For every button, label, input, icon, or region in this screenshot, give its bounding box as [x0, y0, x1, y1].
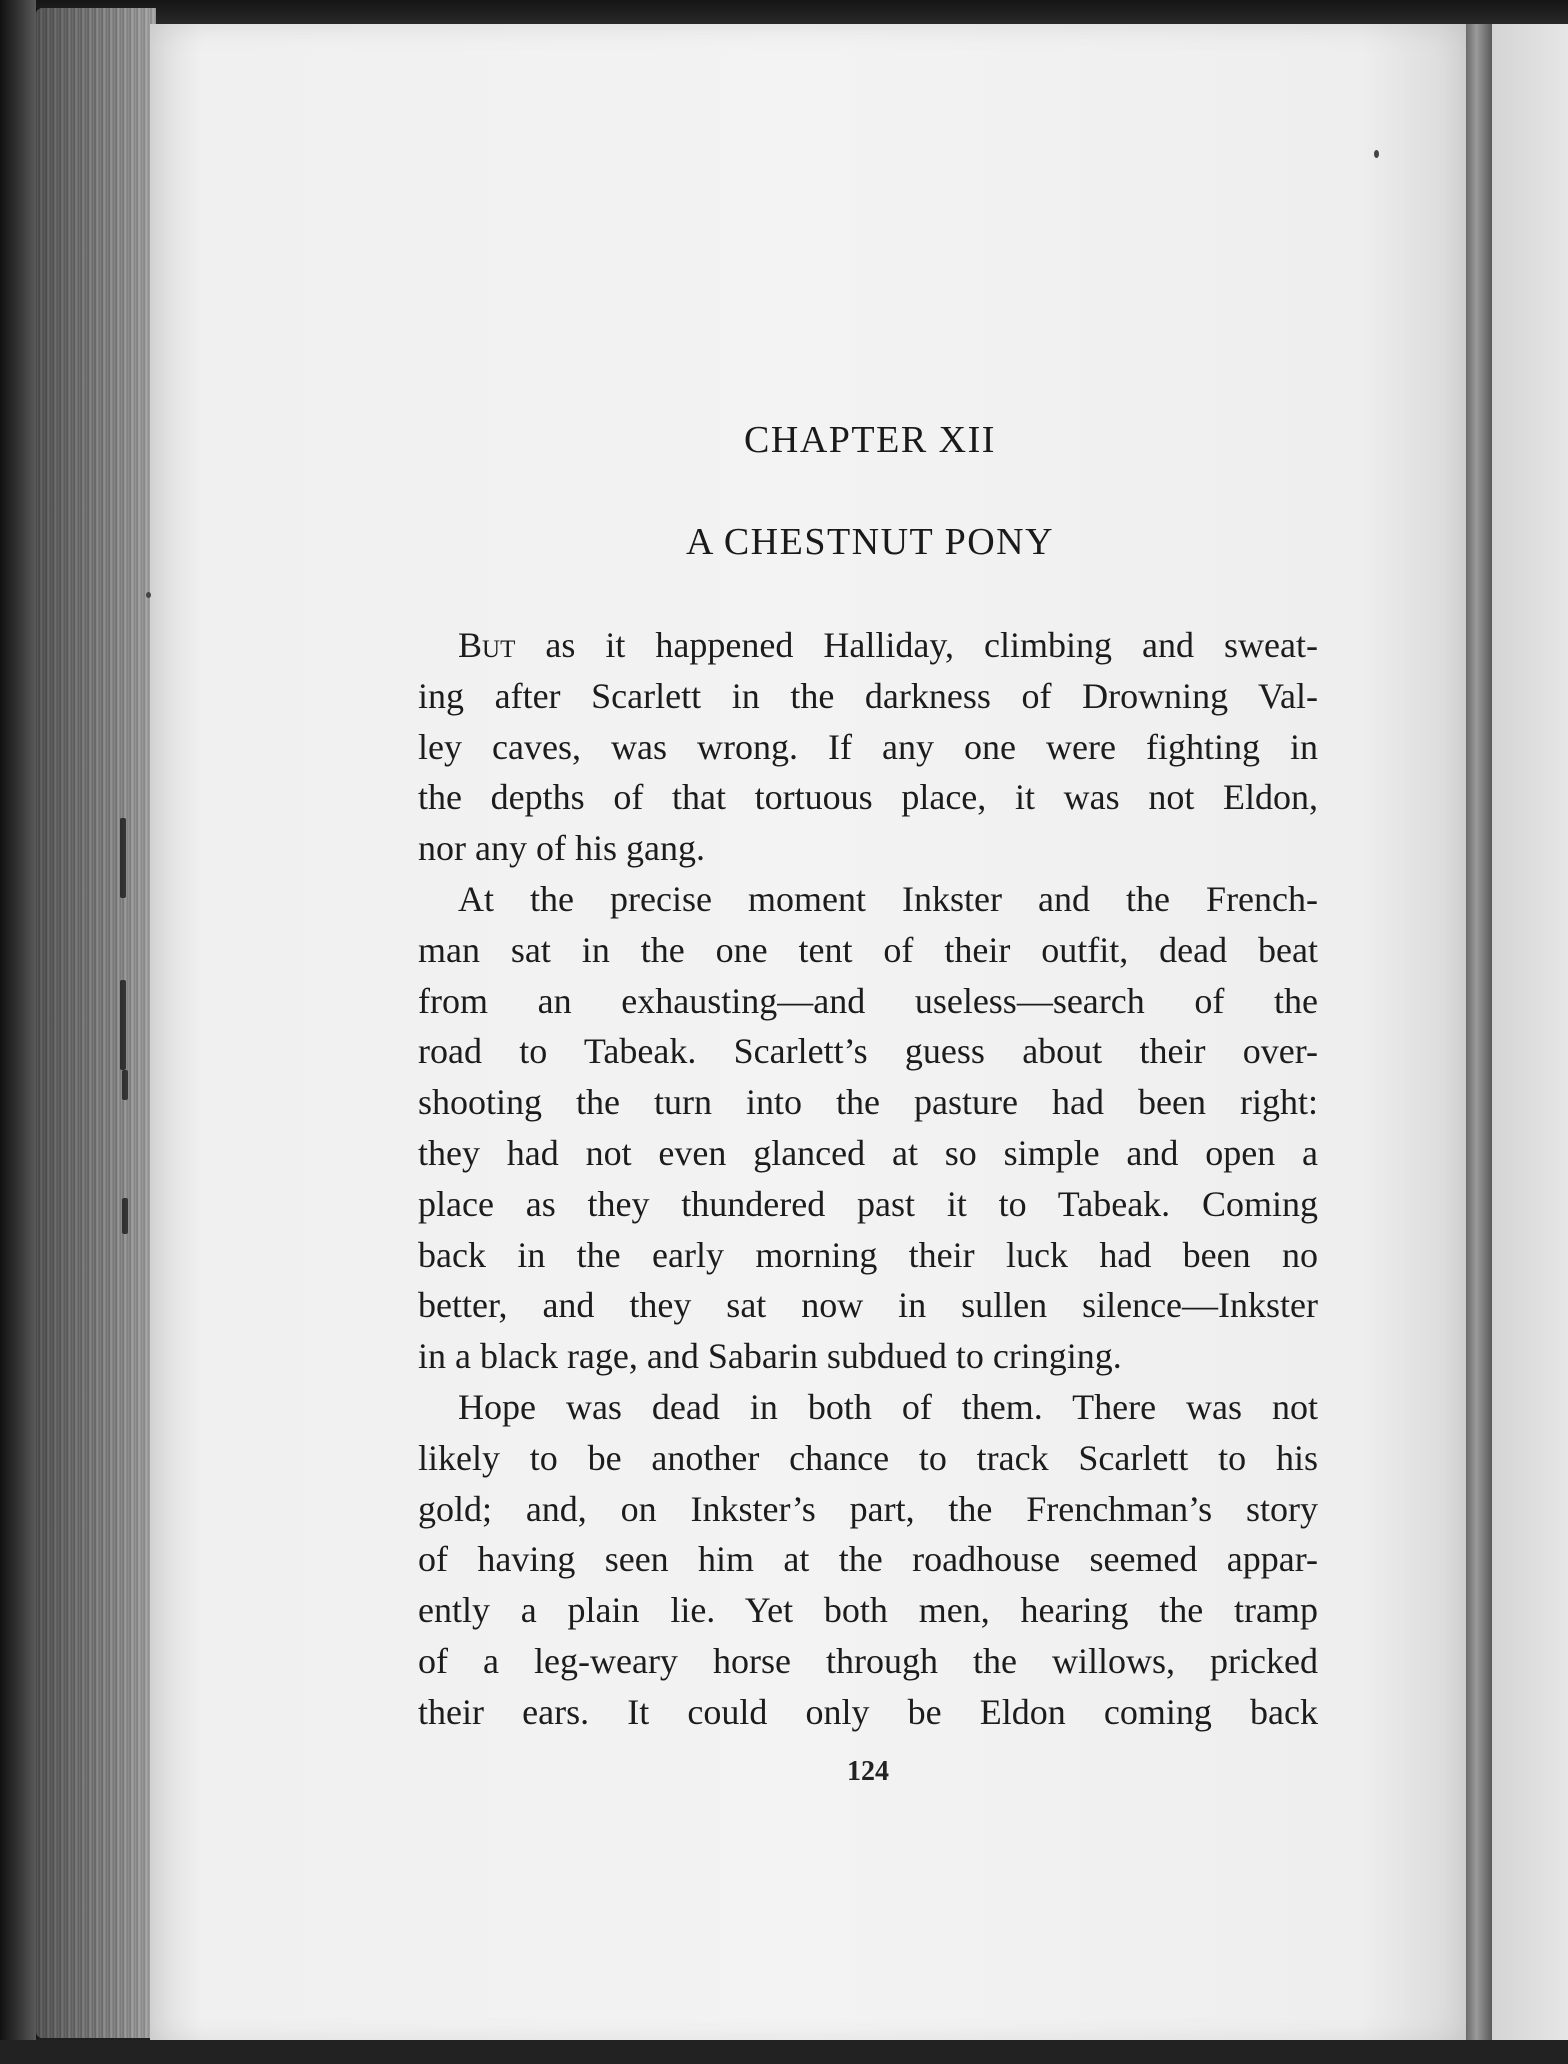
text-line: the depths of that tortuous place, it was not Eldon, — [418, 777, 1318, 818]
scan-bottom-border — [0, 2040, 1568, 2064]
text-line: in a black rage, and Sabarin subdued to cringing. — [418, 1336, 1122, 1377]
text-line: ley caves, was wrong. If any one were fighting in — [418, 726, 1318, 767]
text-line: likely to be another chance to track Scarlett to his — [418, 1437, 1318, 1478]
scan-top-border — [0, 0, 1568, 26]
text-line: ently a plain lie. Yet both men, hearing the tramp — [418, 1590, 1318, 1631]
page-number: 124 — [847, 1756, 889, 1787]
text-line: of having seen him at the roadhouse seemed appar- — [418, 1539, 1318, 1580]
text-line: back in the early morning their luck had been no — [418, 1234, 1318, 1275]
text-line-content: as it happened Halliday, climbing and sweat- — [515, 625, 1318, 665]
text-line: their ears. It could only be Eldon coming back — [418, 1691, 1318, 1732]
chapter-body — [418, 620, 1318, 1738]
book-spine — [0, 0, 36, 2064]
page-stack-edge — [36, 8, 156, 2038]
binding-mark — [122, 1070, 128, 1100]
text-line: of a leg-weary horse through the willows, pricked — [418, 1640, 1318, 1681]
facing-page — [1492, 24, 1568, 2064]
text-line: nor any of his gang. — [418, 828, 705, 869]
text-line: from an exhausting—and useless—search of the — [418, 980, 1318, 1021]
text-line: At the precise moment Inkster and the French- — [458, 878, 1318, 919]
ink-speck — [1374, 150, 1379, 158]
binding-mark — [120, 980, 126, 1070]
text-line: ing after Scarlett in the darkness of Drowning Val- — [418, 675, 1318, 716]
text-line: better, and they sat now in sullen silence—Inkster — [418, 1285, 1318, 1326]
chapter-number: CHAPTER XII — [744, 419, 996, 461]
text-line: Hope was dead in both of them. There was not — [458, 1386, 1318, 1427]
text-line: place as they thundered past it to Tabeak. Coming — [418, 1183, 1318, 1224]
text-line: man sat in the one tent of their outfit, dead beat — [418, 929, 1318, 970]
text-line: gold; and, on Inkster’s part, the Frenchman’s story — [418, 1488, 1318, 1529]
binding-mark — [120, 818, 126, 898]
text-line: road to Tabeak. Scarlett’s guess about their over- — [418, 1031, 1318, 1072]
ink-speck — [146, 592, 151, 598]
text-line: they had not even glanced at so simple and open a — [418, 1132, 1318, 1173]
binding-mark — [122, 1198, 128, 1234]
drop-lead-word: But — [458, 625, 516, 665]
page-gutter-edge — [1466, 24, 1492, 2064]
text-line — [418, 620, 1318, 671]
text-line: shooting the turn into the pasture had been right: — [418, 1082, 1318, 1123]
chapter-title: A CHESTNUT PONY — [685, 521, 1055, 563]
